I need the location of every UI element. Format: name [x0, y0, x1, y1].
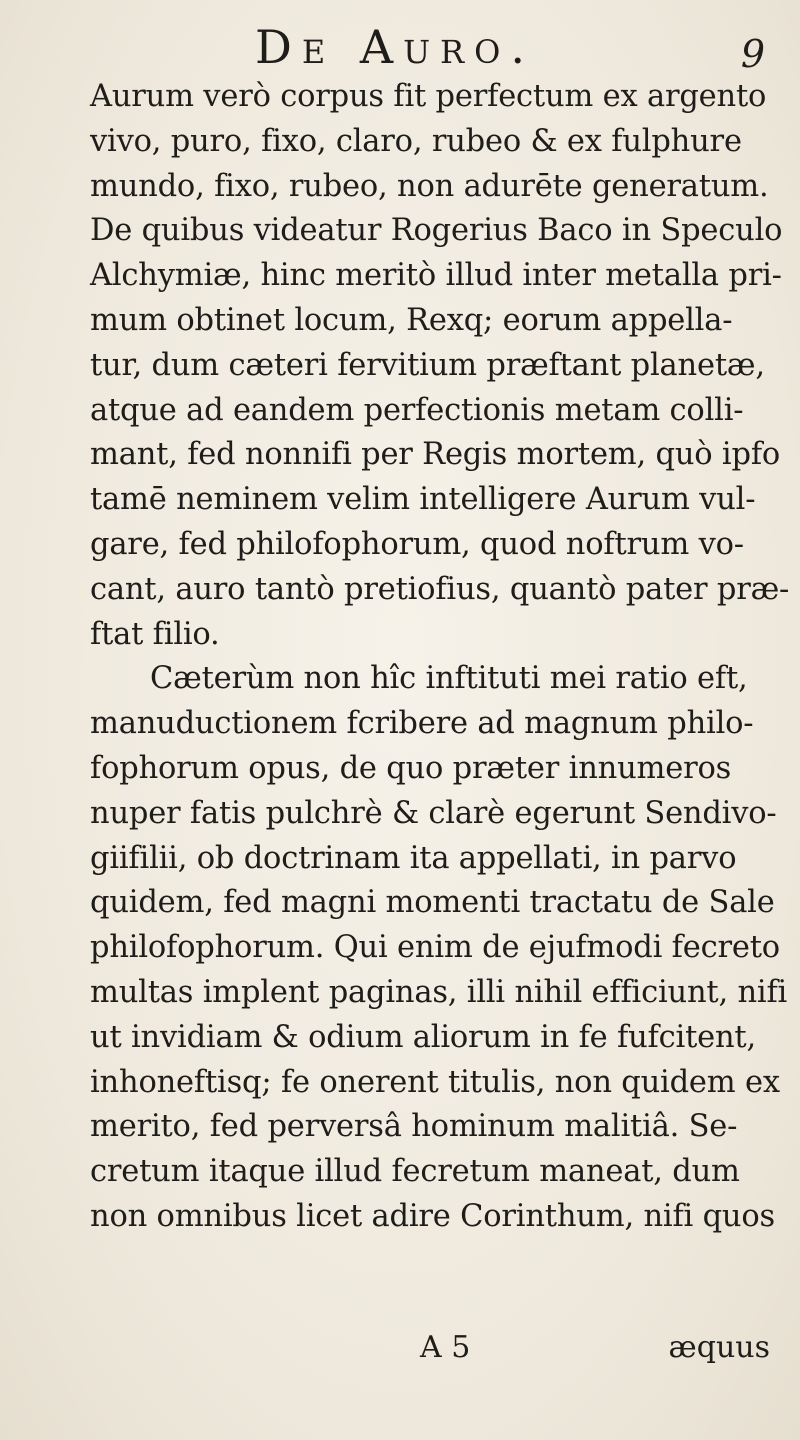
signature-mark: A 5 [420, 1330, 471, 1365]
text-line: Alchymiæ, hinc meritò illud inter metalla pri- [90, 258, 782, 294]
text-line: tamē neminem velim intelligere Aurum vul- [90, 482, 756, 518]
text-line: De quibus videatur Rogerius Baco in Speculo [90, 213, 783, 249]
text-line: philofophorum. Qui enim de ejufmodi fecreto [90, 930, 780, 966]
text-line: mundo, fixo, rubeo, non adurēte generatum. [90, 168, 769, 204]
text-line: inhoneftisq; fe onerent titulis, non quidem ex [90, 1064, 780, 1100]
paragraph-2 [90, 657, 790, 1239]
footer-line [90, 1330, 790, 1378]
text-line: fophorum opus, de quo præter innumeros [90, 750, 732, 786]
text-line: mum obtinet locum, Rexq; eorum appella- [90, 302, 733, 338]
text-line: tur, dum cæteri fervitium præftant planetæ, [90, 347, 765, 383]
text-line: quidem, fed magni momenti tractatu de Sale [90, 885, 775, 921]
text-line: Cæterùm non hîc inftituti mei ratio eft, [150, 661, 748, 697]
text-line: vivo, puro, fixo, claro, rubeo & ex fulphure [90, 123, 742, 159]
text-line: cretum itaque illud fecretum maneat, dum [90, 1154, 740, 1190]
text-line: nuper fatis pulchrè & clarè egerunt Sendivo- [90, 795, 777, 831]
text-line: multas implent paginas, illi nihil efficiunt, nifi [90, 974, 788, 1010]
text-line: atque ad eandem perfectionis metam colli- [90, 392, 744, 428]
text-line: ftat filio. [90, 616, 220, 652]
page-number: 9 [740, 32, 765, 76]
text-line: mant, fed nonnifi per Regis mortem, quò ipfo [90, 437, 781, 473]
body-text [90, 75, 790, 1240]
running-head [0, 14, 800, 74]
text-line: Aurum verò corpus fit perfectum ex argento [90, 79, 767, 114]
text-line: gare, fed philofophorum, quod noftrum vo- [90, 526, 744, 562]
text-line: non omnibus licet adire Corinthum, nifi quos [90, 1198, 775, 1234]
running-title: De Auro. [255, 20, 536, 74]
text-line: giifilii, ob doctrinam ita appellati, in parvo [90, 840, 737, 876]
text-line: merito, fed perversâ hominum malitiâ. Se- [90, 1109, 738, 1145]
text-line: cant, auro tantò pretiofius, quantò pater præ- [90, 571, 790, 607]
paragraph-1 [90, 75, 790, 657]
text-line: ut invidiam & odium aliorum in fe fufcitent, [90, 1019, 756, 1055]
text-line: manuductionem fcribere ad magnum philo- [90, 706, 754, 742]
catchword: æquus [668, 1330, 770, 1365]
